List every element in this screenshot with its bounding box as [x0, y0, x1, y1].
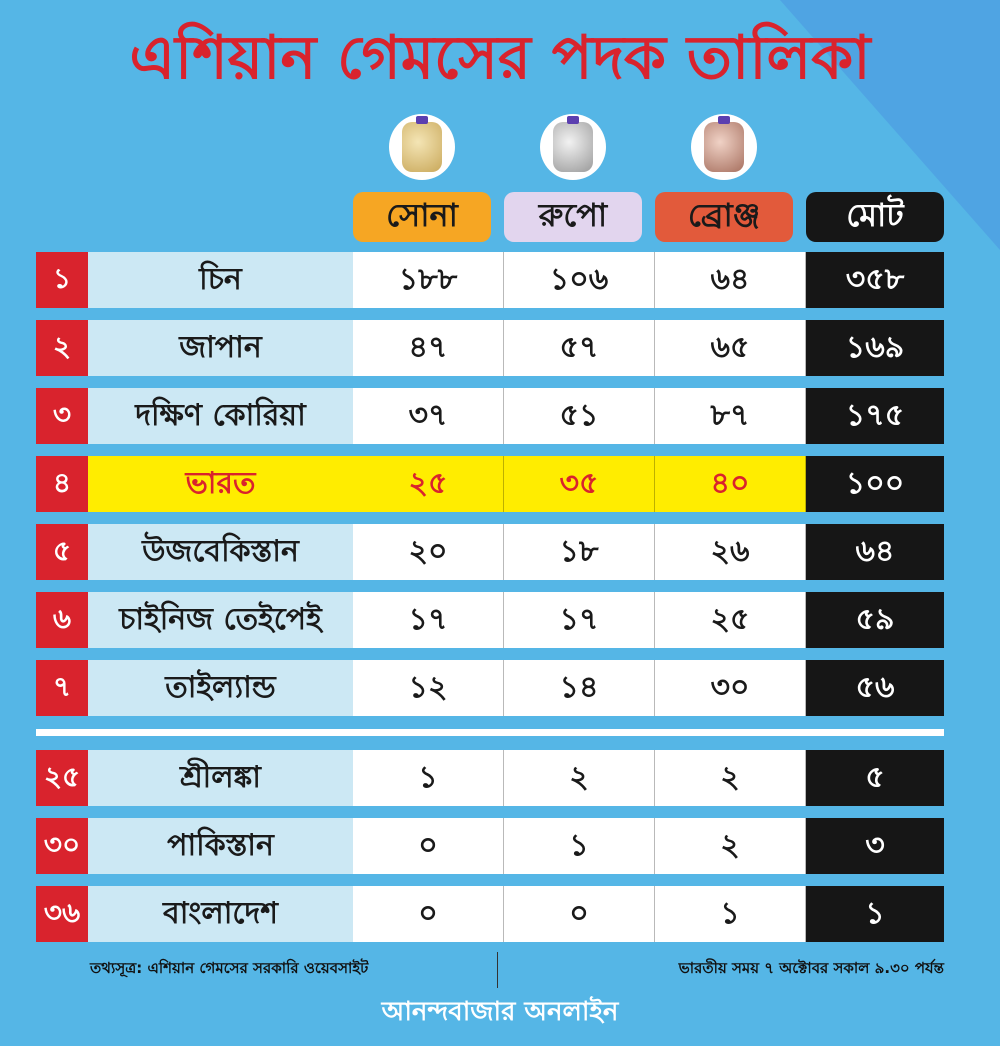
- silver-cell: ১৮: [504, 524, 655, 580]
- header-bronze: ব্রোঞ্জ: [655, 192, 793, 242]
- header-silver: রুপো: [504, 192, 642, 242]
- silver-cell: ১: [504, 818, 655, 874]
- section-divider: [36, 729, 944, 736]
- total-cell: ১৭৫: [806, 388, 944, 444]
- total-cell: ৩: [806, 818, 944, 874]
- gold-cell: ০: [353, 818, 504, 874]
- gold-cell: ২৫: [353, 456, 504, 512]
- country-cell: উজবেকিস্তান: [88, 524, 353, 580]
- silver-cell: ১৪: [504, 660, 655, 716]
- bronze-cell: ২: [655, 818, 806, 874]
- gold-cell: ০: [353, 886, 504, 942]
- gold-cell: ১৭: [353, 592, 504, 648]
- total-cell: ১০০: [806, 456, 944, 512]
- header-gold: সোনা: [353, 192, 491, 242]
- bronze-medal-icon: [691, 114, 757, 180]
- gold-cell: ১৮৮: [353, 252, 504, 308]
- rank-cell: ৬: [36, 592, 88, 648]
- country-cell: বাংলাদেশ: [88, 886, 353, 942]
- silver-cell: ৫৭: [504, 320, 655, 376]
- silver-cell: ১০৬: [504, 252, 655, 308]
- total-cell: ১৬৯: [806, 320, 944, 376]
- silver-cell: ২: [504, 750, 655, 806]
- footer-separator: [497, 952, 498, 988]
- total-cell: ৫: [806, 750, 944, 806]
- silver-cell: ১৭: [504, 592, 655, 648]
- table-row: [36, 592, 944, 648]
- country-cell: ভারত: [88, 456, 353, 512]
- total-cell: ১: [806, 886, 944, 942]
- bronze-cell: ৮৭: [655, 388, 806, 444]
- table-row-highlighted: [36, 456, 944, 512]
- silver-cell: ০: [504, 886, 655, 942]
- source-note: তথ্যসূত্র: এশিয়ান গেমসের সরকারি ওয়েবসাইট: [90, 959, 369, 977]
- time-note: ভারতীয় সময় ৭ অক্টোবর সকাল ৯.৩০ পর্যন্ত: [678, 959, 944, 977]
- country-cell: শ্রীলঙ্কা: [88, 750, 353, 806]
- total-cell: ৬৪: [806, 524, 944, 580]
- silver-medal-icon: [540, 114, 606, 180]
- rank-cell: ৩০: [36, 818, 88, 874]
- gold-cell: ৪৭: [353, 320, 504, 376]
- gold-cell: ২০: [353, 524, 504, 580]
- rank-cell: ৩: [36, 388, 88, 444]
- table-row: [36, 252, 944, 308]
- bronze-cell: ৪০: [655, 456, 806, 512]
- bronze-cell: ৩০: [655, 660, 806, 716]
- bronze-cell: ১: [655, 886, 806, 942]
- country-cell: দক্ষিণ কোরিয়া: [88, 388, 353, 444]
- total-cell: ৩৫৮: [806, 252, 944, 308]
- bronze-cell: ২৬: [655, 524, 806, 580]
- country-cell: তাইল্যান্ড: [88, 660, 353, 716]
- brand-logo-text: আনন্দবাজার অনলাইন: [381, 997, 619, 1027]
- table-row: [36, 750, 944, 806]
- table-row: [36, 660, 944, 716]
- rank-cell: ৩৬: [36, 886, 88, 942]
- country-cell: চাইনিজ তেইপেই: [88, 592, 353, 648]
- table-row: [36, 524, 944, 580]
- table-row: [36, 886, 944, 942]
- country-cell: চিন: [88, 252, 353, 308]
- total-cell: ৫৯: [806, 592, 944, 648]
- bronze-cell: ২: [655, 750, 806, 806]
- table-row: [36, 388, 944, 444]
- gold-medal-icon: [389, 114, 455, 180]
- table-row: [36, 320, 944, 376]
- rank-cell: ৪: [36, 456, 88, 512]
- rank-cell: ৭: [36, 660, 88, 716]
- gold-cell: ৩৭: [353, 388, 504, 444]
- silver-cell: ৩৫: [504, 456, 655, 512]
- page-title: এশিয়ান গেমসের পদক তালিকা: [129, 23, 871, 93]
- country-cell: জাপান: [88, 320, 353, 376]
- rank-cell: ১: [36, 252, 88, 308]
- gold-cell: ১: [353, 750, 504, 806]
- silver-cell: ৫১: [504, 388, 655, 444]
- bronze-cell: ৬৪: [655, 252, 806, 308]
- rank-cell: ২৫: [36, 750, 88, 806]
- table-row: [36, 818, 944, 874]
- bronze-cell: ৬৫: [655, 320, 806, 376]
- rank-cell: ৫: [36, 524, 88, 580]
- header-total: মোট: [806, 192, 944, 242]
- country-cell: পাকিস্তান: [88, 818, 353, 874]
- rank-cell: ২: [36, 320, 88, 376]
- bronze-cell: ২৫: [655, 592, 806, 648]
- gold-cell: ১২: [353, 660, 504, 716]
- total-cell: ৫৬: [806, 660, 944, 716]
